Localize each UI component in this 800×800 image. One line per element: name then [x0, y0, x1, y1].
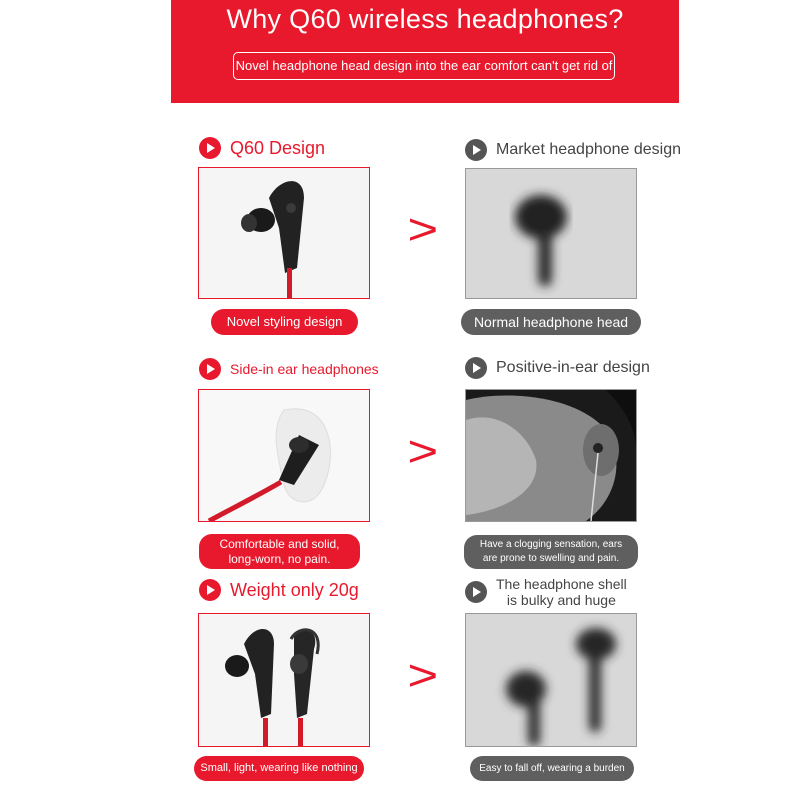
weight-heading-text: Weight only 20g [230, 579, 359, 600]
bulky-shell-caption: Easy to fall off, wearing a burden [470, 756, 634, 781]
play-circle-icon [199, 579, 221, 601]
side-in-heading-text: Side-in ear headphones [230, 361, 379, 377]
positive-in-ear-heading [465, 357, 650, 379]
weight-caption: Small, light, wearing like nothing [194, 756, 364, 781]
positive-in-ear-caption [464, 535, 638, 569]
weight-heading [199, 579, 359, 601]
side-in-caption-line2: long-worn, no pain. [228, 552, 331, 566]
page-title: Why Q60 wireless headphones? [226, 4, 624, 34]
positive-in-ear-caption-line1: Have a clogging sensation, ears [479, 539, 623, 550]
greater-than-icon: > [407, 651, 439, 700]
side-in-ear-image [198, 389, 370, 522]
positive-in-ear-photo [465, 389, 637, 522]
bulky-shell-heading-line1: The headphone shell [496, 576, 627, 592]
q60-design-caption: Novel styling design [211, 309, 358, 335]
q60-design-image [198, 167, 370, 299]
q60-design-heading [199, 137, 325, 159]
market-design-image [465, 168, 637, 299]
play-circle-icon [465, 357, 487, 379]
bulky-shell-heading [465, 576, 627, 608]
side-in-caption-line1: Comfortable and solid, [219, 537, 340, 551]
play-circle-icon [465, 581, 487, 603]
positive-in-ear-heading-text: Positive-in-ear design [496, 359, 650, 376]
play-circle-icon [465, 139, 487, 161]
bulky-shell-heading-line2: is bulky and huge [506, 592, 616, 608]
market-design-heading-text: Market headphone design [496, 141, 682, 158]
greater-than-icon: > [407, 205, 439, 254]
market-design-heading [465, 139, 681, 161]
positive-in-ear-caption-line2: are prone to swelling and pain. [482, 553, 620, 564]
header-subtitle: Novel headphone head design into the ear comfort can't get rid of [233, 52, 615, 80]
side-in-caption [199, 534, 360, 569]
play-circle-icon [199, 137, 221, 159]
greater-than-icon: > [407, 427, 439, 476]
play-circle-icon [199, 358, 221, 380]
market-design-caption: Normal headphone head [461, 309, 641, 335]
bulky-shell-heading-text [496, 576, 627, 608]
bulky-shell-image [465, 613, 637, 747]
weight-image [198, 613, 370, 747]
side-in-heading [199, 358, 379, 380]
q60-design-heading-text: Q60 Design [230, 137, 326, 158]
